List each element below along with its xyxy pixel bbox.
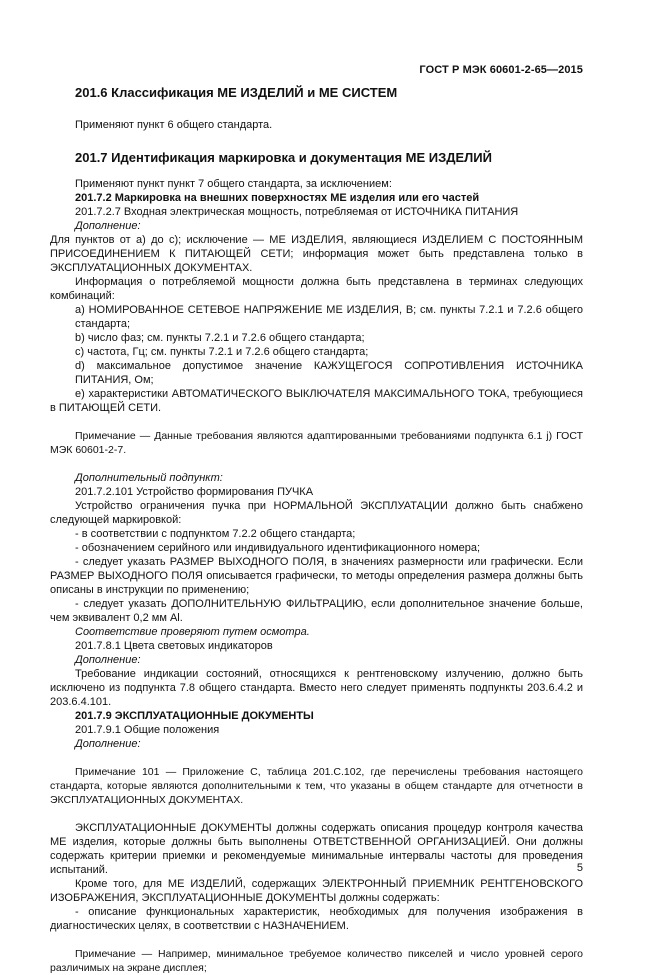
list-item-c: с) частота, Гц; см. пункты 7.2.1 и 7.2.6 общего стандарта; (75, 346, 369, 358)
compliance-check: Соответствие проверяют путем осмотра. (75, 626, 310, 638)
section-201-6-title: 201.6 Классификация ME ИЗДЕЛИЙ и ME СИСТЕМ (75, 85, 398, 100)
document-body (50, 85, 583, 975)
standard-header: ГОСТ Р МЭК 60601-2-65—2015 (419, 64, 583, 76)
addition-label-1: Дополнение: (75, 220, 141, 232)
bullet-4: - следует указать ДОПОЛНИТЕЛЬНУЮ ФИЛЬТРАЦИЮ, если дополнительное значение больше, чем эквивалент 0,2 мм Al. (50, 598, 583, 624)
list-item-d: d) максимальное допустимое значение КАЖУЩЕГОСЯ СОПРОТИВЛЕНИЯ ИСТОЧНИКА ПИТАНИЯ, Ом; (75, 360, 583, 386)
paragraph-3: Устройство ограничения пучка при НОРМАЛЬНОЙ ЭКСПЛУАТАЦИИ должно быть снабжено следующей маркировкой: (50, 500, 583, 526)
bullet-3: - следует указать РАЗМЕР ВЫХОДНОГО ПОЛЯ, в значениях размерности или графически. Если РАЗМЕР ВЫХОДНОГО ПОЛЯ описывается графически, то методы определения размера должны быть описаны в инструкции по применению; (50, 556, 583, 596)
section-201-7-title: 201.7 Идентификация маркировка и документация ME ИЗДЕЛИЙ (75, 150, 492, 165)
addition-label-3: Дополнение: (75, 738, 141, 750)
bullet-2: - обозначением серийного или индивидуального идентификационного номера; (75, 542, 481, 554)
section-201-7-2-7: 201.7.2.7 Входная электрическая мощность, потребляемая от ИСТОЧНИКА ПИТАНИЯ (75, 206, 519, 218)
section-201-7-9-title: 201.7.9 ЭКСПЛУАТАЦИОННЫЕ ДОКУМЕНТЫ (75, 710, 314, 722)
addition-label-2: Дополнение: (75, 654, 141, 666)
paragraph-2: Информация о потребляемой мощности должна быть представлена в терминах следующих комбинаций: (50, 276, 583, 302)
section-201-6-text: Применяют пункт 6 общего стандарта. (75, 119, 273, 131)
paragraph-6: Кроме того, для ME ИЗДЕЛИЙ, содержащих ЭЛЕКТРОННЫЙ ПРИЕМНИК РЕНТГЕНОВСКОГО ИЗОБРАЖЕНИЯ, ЭКСПЛУАТАЦИОННЫЕ ДОКУМЕНТЫ должны содержать: (50, 878, 583, 904)
section-201-7-2-title: 201.7.2 Маркировка на внешних поверхностях ME изделия или его частей (75, 192, 480, 204)
paragraph-5: ЭКСПЛУАТАЦИОННЫЕ ДОКУМЕНТЫ должны содержать описания процедур контроля качества ME изделия, которые должны быть выполнены ОТВЕТСТВЕННОЙ ОРГАНИЗАЦИЕЙ. Они должны содержать критерии приемки и рекомендуемые минимальные интервалы частоты для проведения испытаний. (50, 822, 583, 876)
bullet-1: - в соответствии с подпунктом 7.2.2 общего стандарта; (75, 528, 356, 540)
list-item-b: b) число фаз; см. пункты 7.2.1 и 7.2.6 общего стандарта; (75, 332, 365, 344)
note-1: Примечание — Данные требования являются адаптированными требованиями подпункта 6.1 j) ГОСТ МЭК 60601-2-7. (50, 430, 583, 456)
section-201-7-intro: Применяют пункт пункт 7 общего стандарта, за исключением: (75, 178, 392, 190)
additional-subclause-label: Дополнительный подпункт: (75, 472, 223, 484)
paragraph-4: Требование индикации состояний, относящихся к рентгеновскому излучению, должно быть исключено из подпункта 7.8 общего стандарта. Вместо него следует применять подпункты 203.6.4.2 и 203.6.4.101. (50, 668, 583, 708)
list-item-a: а) НОМИРОВАННОЕ СЕТЕВОЕ НАПРЯЖЕНИЕ ME ИЗДЕЛИЯ, В; см. пункты 7.2.1 и 7.2.6 общего стандарта; (75, 304, 583, 330)
note-3: Примечание — Например, минимальное требуемое количество пикселей и число уровней серого различимых на экране дисплея; (50, 948, 583, 974)
page-number: 5 (576, 862, 583, 874)
section-201-7-9-1: 201.7.9.1 Общие положения (75, 724, 220, 736)
section-201-7-8-1: 201.7.8.1 Цвета световых индикаторов (75, 640, 273, 652)
note-2: Примечание 101 — Приложение С, таблица 201.С.102, где перечислены требования настоящего стандарта, которые являются дополнительными к тем, что указаны в общем стандарте для отчетности в ЭКСПЛУАТАЦИОННЫХ ДОКУМЕНТАХ. (50, 766, 583, 806)
paragraph-1: Для пунктов от а) до с); исключение — ME ИЗДЕЛИЯ, являющиеся ИЗДЕЛИЕМ С ПОСТОЯННЫМ ПРИСОЕДИНЕНИЕМ К ПИТАЮЩЕЙ СЕТИ; информация может быть представлена только в ЭКСПЛУАТАЦИОННЫХ ДОКУМЕНТАХ. (50, 234, 583, 274)
list-item-e: е) характеристики АВТОМАТИЧЕСКОГО ВЫКЛЮЧАТЕЛЯ МАКСИМАЛЬНОГО ТОКА, требующиеся в ПИТАЮЩЕЙ СЕТИ. (50, 388, 583, 414)
bullet-5: - описание функциональных характеристик, необходимых для получения изображения в диагностических целях, в соответствии с НАЗНАЧЕНИЕМ. (50, 906, 583, 932)
section-201-7-2-101: 201.7.2.101 Устройство формирования ПУЧКА (75, 486, 314, 498)
